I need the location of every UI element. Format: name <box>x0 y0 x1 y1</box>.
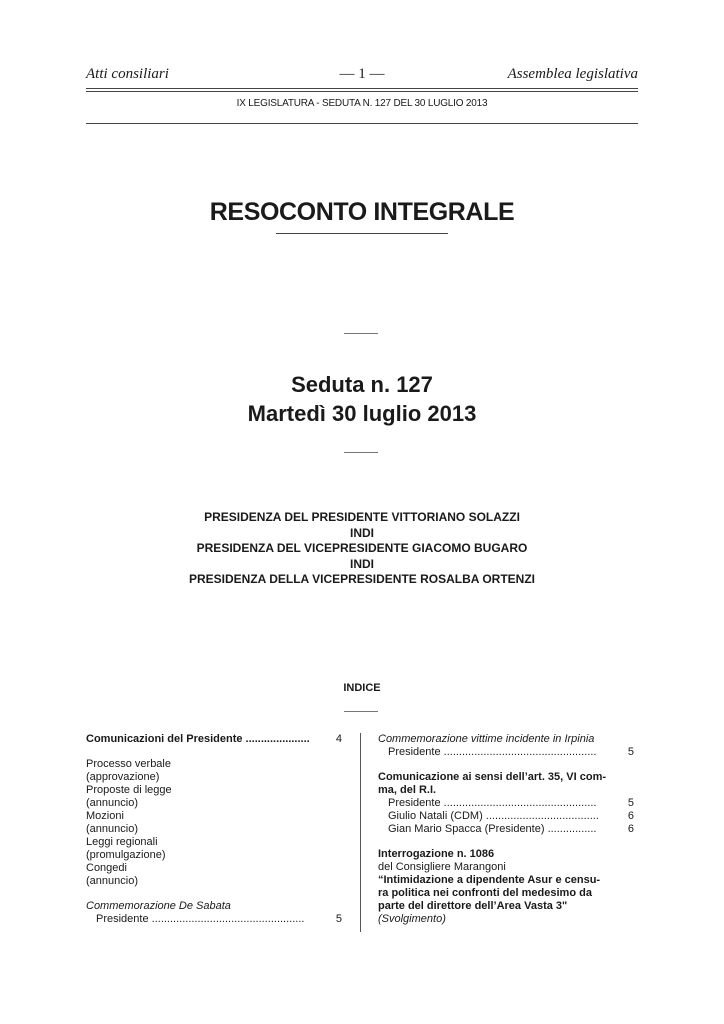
index-entry-line <box>378 810 634 823</box>
index-entry-title: Commemorazione vittime incidente in Irpinia <box>378 733 595 745</box>
index-entry-label: Presidente .................................................. <box>96 913 305 925</box>
page-title: RESOCONTO INTEGRALE <box>209 198 515 226</box>
presidenza-block <box>0 510 724 588</box>
index-entry-page: 5 <box>335 913 342 925</box>
index-entry-author: del Consigliere Marangoni <box>378 861 506 873</box>
header-subtitle: IX LEGISLATURA - SEDUTA N. 127 DEL 30 LUGLIO 2013 <box>236 98 488 109</box>
presidenza-line: PRESIDENZA DEL VICEPRESIDENTE GIACOMO BUGARO <box>196 541 528 555</box>
column-divider <box>360 733 361 932</box>
separator-3 <box>344 711 378 712</box>
index-entry-subject: ra politica nei confronti del medesimo da <box>378 887 592 899</box>
list-item: (approvazione) <box>86 771 160 783</box>
index-entry-page: 5 <box>627 797 634 809</box>
presidenza-line: PRESIDENZA DELLA VICEPRESIDENTE ROSALBA ORTENZI <box>188 572 536 586</box>
index-entry-title: Comunicazione ai sensi dell’art. 35, VI com- <box>378 771 607 783</box>
index-entry-label: Gian Mario Spacca (Presidente) ................ <box>388 823 597 835</box>
index-entry-label: Presidente .................................................. <box>388 746 597 758</box>
list-item: Proposte di legge <box>86 784 172 796</box>
list-item: (annuncio) <box>86 823 138 835</box>
header-left: Atti consiliari <box>86 66 169 82</box>
index-entry-page: 6 <box>627 810 634 822</box>
index-entry-label: Giulio Natali (CDM) ..................................... <box>388 810 599 822</box>
seduta-date: Martedì 30 luglio 2013 <box>247 401 477 426</box>
index-entry-status: (Svolgimento) <box>378 913 446 925</box>
index-entry-line <box>378 797 634 810</box>
index-entry-line <box>86 913 342 926</box>
header-rule-top <box>86 88 638 89</box>
index-entry-title: Commemorazione De Sabata <box>86 900 231 912</box>
index-left-column <box>86 733 342 926</box>
index-entry-comunicazioni <box>86 733 342 746</box>
list-item: Leggi regionali <box>86 836 158 848</box>
index-entry-subject: parte del direttore dell’Area Vasta 3" <box>378 900 568 912</box>
index-entry-line <box>378 823 634 836</box>
index-entry-interrogazione <box>378 848 634 926</box>
separator-2 <box>344 452 378 453</box>
index-entry-title: ma, del R.I. <box>378 784 437 796</box>
presidenza-line: INDI <box>350 525 374 540</box>
index-entry-label: Presidente .................................................. <box>388 797 597 809</box>
index-entry-page: 5 <box>627 746 634 758</box>
presidenza-line: PRESIDENZA DEL PRESIDENTE VITTORIANO SOLAZZI <box>204 510 520 524</box>
index-entry-label: Comunicazioni del Presidente ..................... <box>86 733 310 745</box>
index-entry-commemorazione-irpinia <box>378 733 634 759</box>
page-number: — 1 — <box>339 66 385 82</box>
index-entry-subject: “Intimidazione a dipendente Asur e censu- <box>378 874 601 886</box>
index-list-misc <box>86 758 342 888</box>
list-item: Processo verbale <box>86 758 171 770</box>
title-underline <box>276 233 448 234</box>
index-entry-title: Interrogazione n. 1086 <box>378 848 495 860</box>
seduta-number: Seduta n. 127 <box>291 372 433 397</box>
separator-1 <box>344 333 378 334</box>
list-item: (annuncio) <box>86 875 138 887</box>
presidenza-line: INDI <box>350 556 374 571</box>
index-entry-line <box>378 746 634 759</box>
index-entry-page: 4 <box>335 733 342 745</box>
list-item: Mozioni <box>86 810 124 822</box>
indice-heading: INDICE <box>343 682 381 694</box>
list-item: (promulgazione) <box>86 849 166 861</box>
index-entry-page: 6 <box>627 823 634 835</box>
list-item: Congedi <box>86 862 127 874</box>
list-item: (annuncio) <box>86 797 138 809</box>
header-rule-bottom <box>86 123 638 124</box>
index-entry-comunicazione-art <box>378 771 634 836</box>
header-right: Assemblea legislativa <box>507 66 638 82</box>
index-right-column <box>378 733 634 926</box>
index-entry-commemorazione-desabata <box>86 900 342 926</box>
seduta-heading <box>0 370 724 428</box>
header-rule-top-2 <box>86 91 638 92</box>
